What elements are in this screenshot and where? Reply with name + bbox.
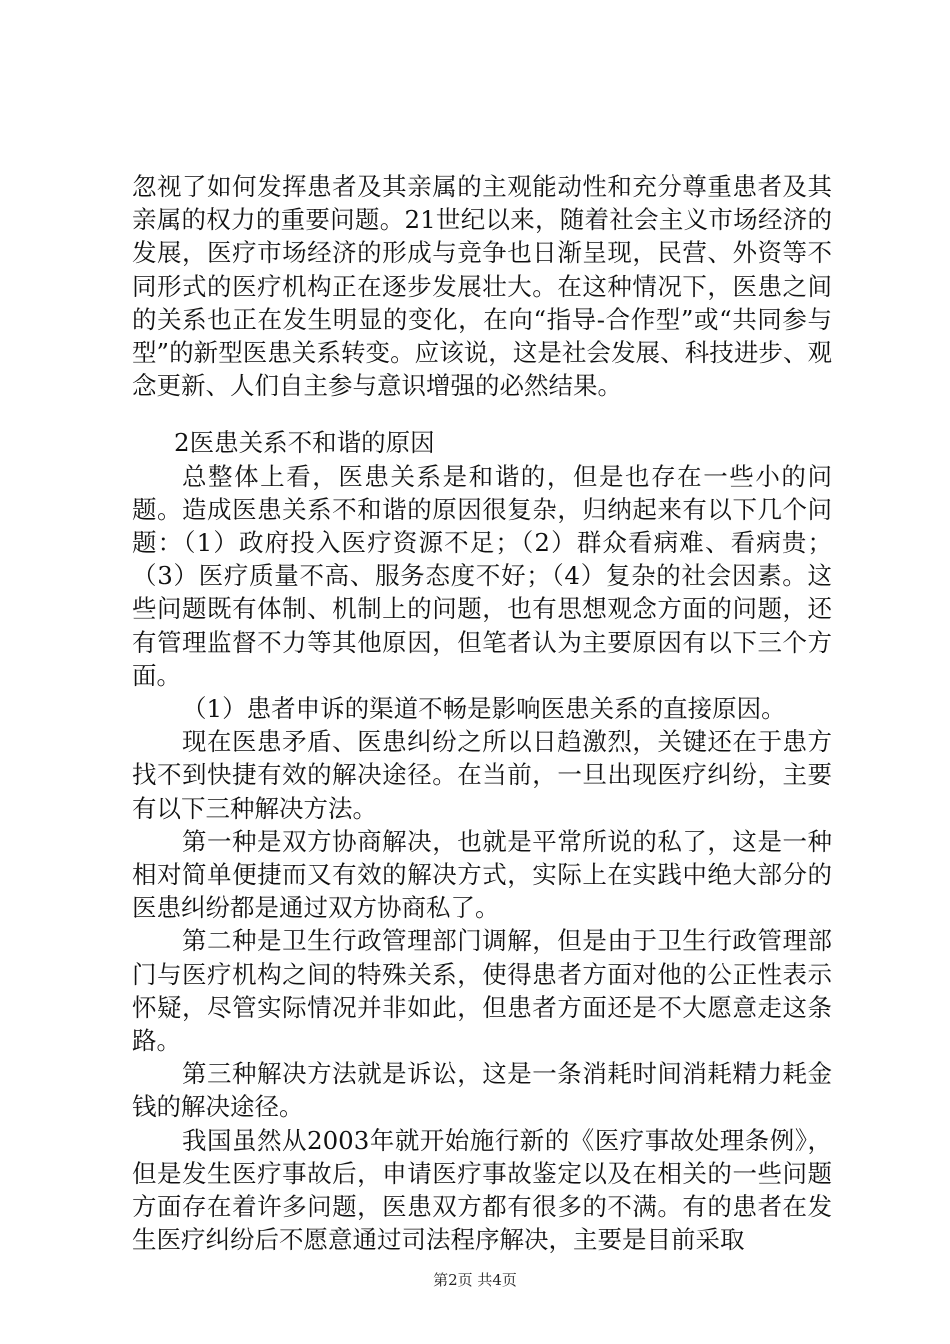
page-footer: 第2页 共4页 <box>433 1271 517 1289</box>
paragraph-method-1: 第一种是双方协商解决，也就是平常所说的私了，这是一种相对简单便捷而又有效的解决方式，实际上在实践中绝大部分的医患纠纷都是通过双方协商私了。 <box>132 826 832 923</box>
section-heading: 2医患关系不和谐的原因 <box>174 428 435 458</box>
paragraph-current-situation: 现在医患矛盾、医患纠纷之所以日趋激烈，关键还在于患方找不到快捷有效的解决途径。在当前，一旦出现医疗纠纷，主要有以下三种解决方法。 <box>132 727 832 823</box>
paragraph-subheading-1: （1）患者申诉的渠道不畅是影响医患关系的直接原因。 <box>182 694 786 724</box>
paragraph-regulation: 我国虽然从2003年就开始施行新的《医疗事故处理条例》，但是发生医疗事故后，申请医疗事故鉴定以及在相关的一些问题方面存在着许多问题，医患双方都有很多的不满。有的患者在发生医疗纠纷后不愿意通过司法程序解决，主要是目前采取 <box>132 1125 832 1255</box>
paragraph-overview: 总整体上看，医患关系是和谐的，但是也存在一些小的问题。造成医患关系不和谐的原因很复杂，归纳起来有以下几个问题：（1）政府投入医疗资源不足；（2）群众看病难、看病贵；（3）医疗质量不高、服务态度不好；（4）复杂的社会因素。这些问题既有体制、机制上的问题，也有思想观念方面的问题，还有管理监督不力等其他原因，但笔者认为主要原因有以下三个方面。 <box>132 461 832 690</box>
paragraph-method-3: 第三种解决方法就是诉讼，这是一条消耗时间消耗精力耗金钱的解决途径。 <box>132 1059 832 1122</box>
document-body <box>132 170 832 1257</box>
paragraph-intro: 忽视了如何发挥患者及其亲属的主观能动性和充分尊重患者及其亲属的权力的重要问题。21世纪以来，随着社会主义市场经济的发展，医疗市场经济的形成与竞争也日渐呈现，民营、外资等不同形式的医疗机构正在逐步发展壮大。在这种情况下，医患之间的关系也正在发生明显的变化，在向“指导-合作型”或“共同参与型”的新型医患关系转变。应该说，这是社会发展、科技进步、观念更新、人们自主参与意识增强的必然结果。 <box>132 172 832 401</box>
paragraph-method-2: 第二种是卫生行政管理部门调解，但是由于卫生行政管理部门与医疗机构之间的特殊关系，使得患者方面对他的公正性表示怀疑，尽管实际情况并非如此，但患者方面还是不大愿意走这条路。 <box>132 926 832 1056</box>
